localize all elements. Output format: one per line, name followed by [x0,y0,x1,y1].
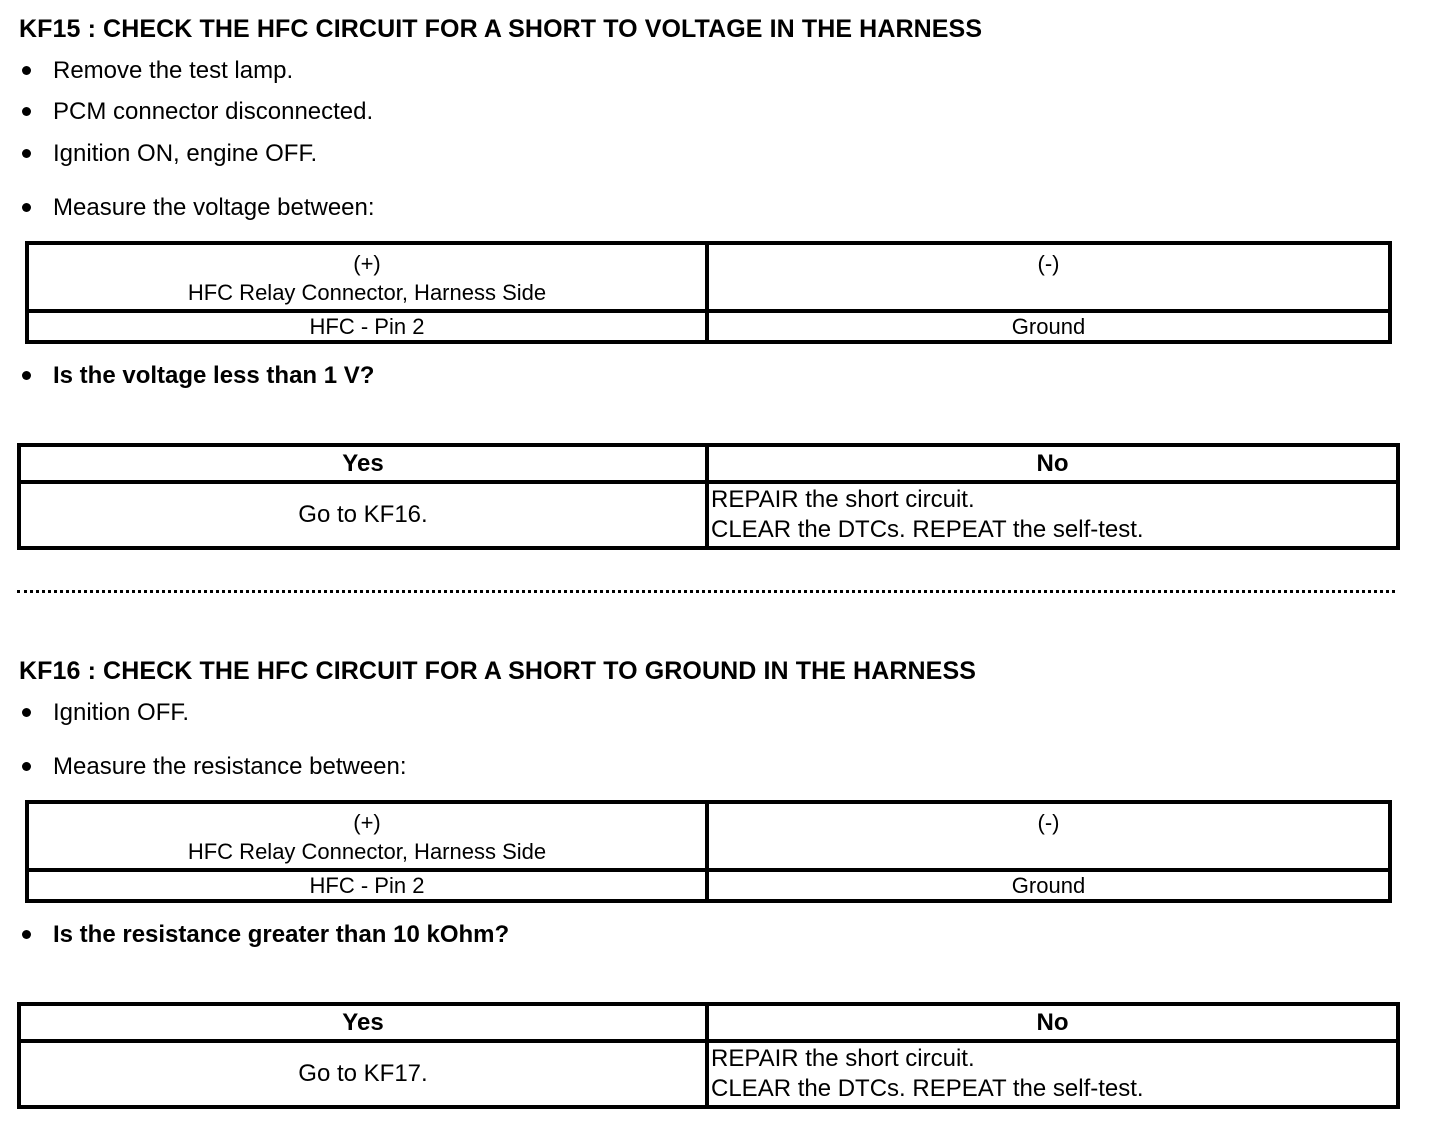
negative-pin: Ground [707,870,1390,901]
step-text: Remove the test lamp. [53,57,294,84]
positive-pin: HFC - Pin 2 [27,870,707,901]
negative-terminal-cell [707,802,1390,870]
no-action-line: CLEAR the DTCs. REPEAT the self-test. [711,516,1144,543]
no-action [707,1041,1398,1107]
kf15-step-1 [19,56,293,86]
kf16-decision-table [17,1002,1400,1109]
positive-label: (+) [353,810,381,835]
positive-terminal-cell [27,243,707,311]
positive-terminal-cell [27,802,707,870]
kf16-step-1 [19,698,189,728]
yes-action: Go to KF17. [19,1041,707,1107]
kf15-decision-table [17,443,1400,550]
bullet-icon [22,708,31,717]
positive-pin: HFC - Pin 2 [27,311,707,342]
bullet-icon [22,371,31,380]
kf15-step-2 [19,97,373,127]
positive-connector: HFC Relay Connector, Harness Side [187,280,547,305]
step-text: Measure the voltage between: [53,194,375,221]
step-text: Measure the resistance between: [53,753,407,780]
bullet-icon [22,930,31,939]
positive-connector: HFC Relay Connector, Harness Side [187,839,547,864]
step-text: Ignition OFF. [53,699,190,726]
bullet-icon [22,203,31,212]
kf15-measure-step [19,193,375,223]
no-header: No [707,1004,1398,1041]
yes-header: Yes [19,445,707,482]
kf15-question [19,361,374,391]
negative-pin: Ground [707,311,1390,342]
step-text: PCM connector disconnected. [53,98,374,125]
no-header: No [707,445,1398,482]
bullet-icon [22,149,31,158]
no-action-line: CLEAR the DTCs. REPEAT the self-test. [711,1075,1144,1102]
bullet-icon [22,66,31,75]
step-text: Ignition ON, engine OFF. [53,140,318,167]
negative-label: (-) [1037,251,1060,276]
kf16-measure-table [25,800,1392,903]
negative-label: (-) [1037,810,1060,835]
kf15-title: KF15 : CHECK THE HFC CIRCUIT FOR A SHORT TO VOLTAGE IN THE HARNESS [19,15,983,43]
yes-header: Yes [19,1004,707,1041]
question-text: Is the resistance greater than 10 kOhm? [53,921,510,948]
kf15-measure-table [25,241,1392,344]
yes-action: Go to KF16. [19,482,707,548]
kf16-measure-step [19,752,407,782]
kf15-step-3 [19,139,317,169]
question-text: Is the voltage less than 1 V? [53,362,375,389]
bullet-icon [22,107,31,116]
kf16-question [19,920,509,950]
negative-terminal-cell [707,243,1390,311]
no-action-line: REPAIR the short circuit. [711,1045,975,1072]
no-action [707,482,1398,548]
positive-label: (+) [353,251,381,276]
kf16-title: KF16 : CHECK THE HFC CIRCUIT FOR A SHORT TO GROUND IN THE HARNESS [19,657,976,685]
section-divider [17,590,1395,593]
bullet-icon [22,762,31,771]
no-action-line: REPAIR the short circuit. [711,486,975,513]
